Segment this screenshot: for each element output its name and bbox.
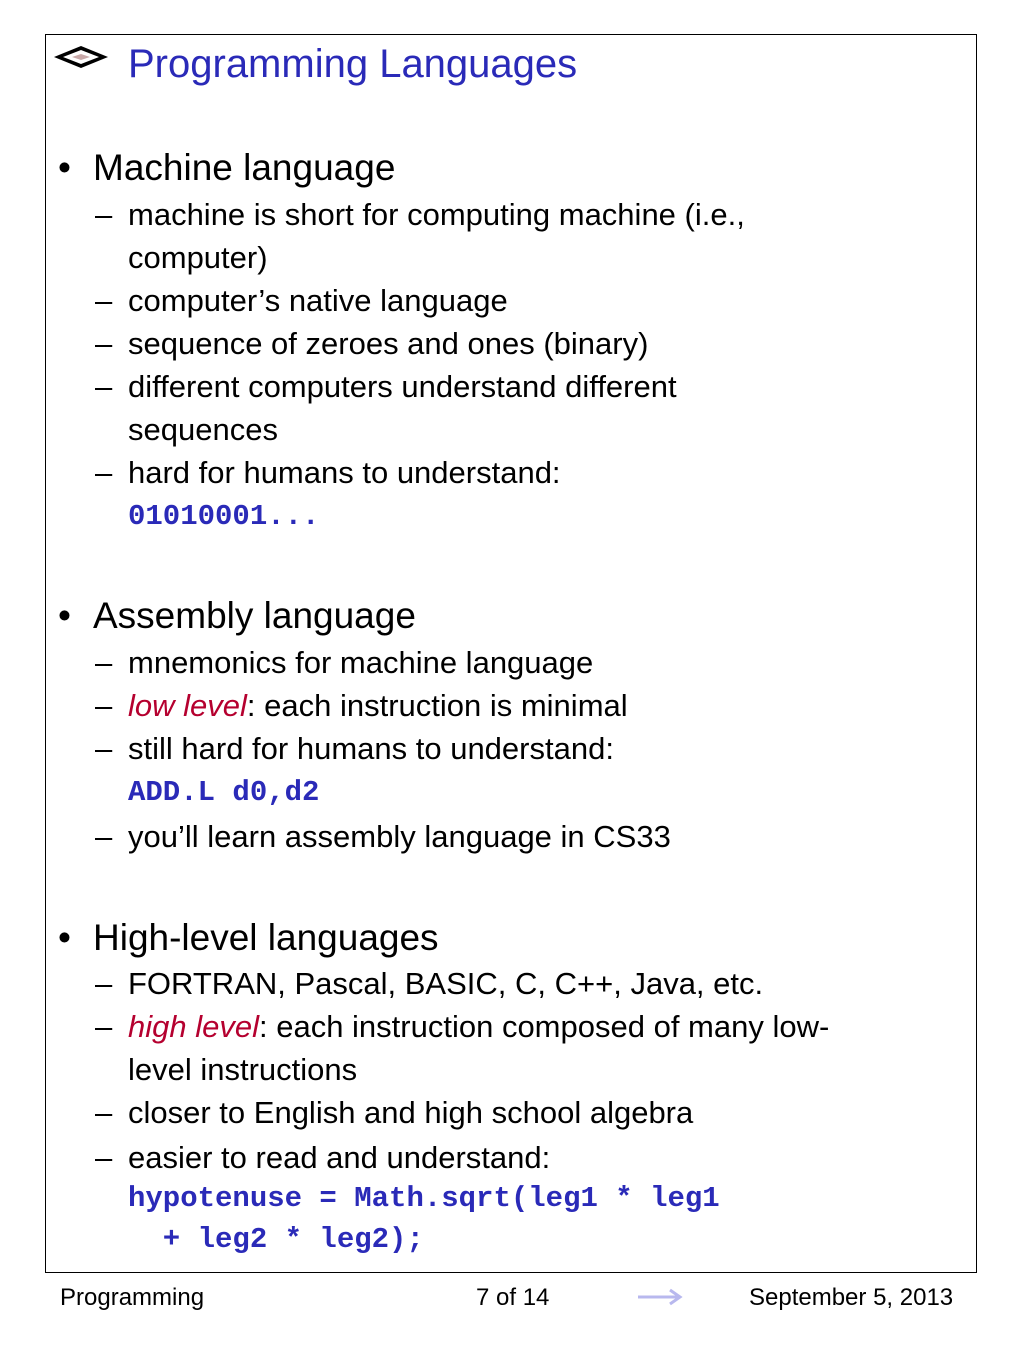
bullet-assembly-language: • Assembly language — [58, 595, 416, 636]
sub-item-continuation: sequences — [128, 412, 278, 447]
diamond-icon — [50, 42, 112, 72]
slide-title: Programming Languages — [128, 42, 578, 86]
footer-page-number: 7 of 14 — [476, 1284, 550, 1311]
bullet-high-level-languages: • High-level languages — [58, 917, 439, 958]
code-example-java-continuation: + leg2 * leg2); — [128, 1223, 424, 1256]
footer-section-title: Programming — [60, 1284, 205, 1311]
sub-item-continuation: level instructions — [128, 1052, 358, 1087]
term-low-level: low level — [128, 688, 247, 723]
sub-item: – low level: each instruction is minimal — [95, 688, 628, 723]
term-high-level: high level — [128, 1009, 259, 1044]
bullet-machine-language: • Machine language — [58, 147, 396, 188]
sub-item: – closer to English and high school algebra — [95, 1095, 694, 1130]
footer-date: September 5, 2013 — [749, 1284, 954, 1311]
sub-item: – hard for humans to understand: — [95, 455, 561, 490]
sub-item: – still hard for humans to understand: — [95, 731, 614, 766]
sub-item: – sequence of zeroes and ones (binary) — [95, 326, 649, 361]
arrow-right-icon[interactable] — [636, 1287, 684, 1307]
sub-item: – high level: each instruction composed of many low- — [95, 1009, 830, 1044]
sub-item: – FORTRAN, Pascal, BASIC, C, C++, Java, etc. — [95, 966, 764, 1001]
sub-item-continuation: computer) — [128, 240, 268, 275]
sub-item: – computer’s native language — [95, 283, 508, 318]
code-example-binary: 01010001... — [128, 500, 320, 533]
sub-item: – different computers understand different — [95, 369, 677, 404]
sub-item: – mnemonics for machine language — [95, 645, 594, 680]
code-example-assembly: ADD.L d0,d2 — [128, 776, 320, 809]
sub-item: – you’ll learn assembly language in CS33 — [95, 819, 671, 854]
code-example-java: hypotenuse = Math.sqrt(leg1 * leg1 — [128, 1182, 720, 1215]
sub-item: – easier to read and understand: — [95, 1140, 551, 1175]
sub-item: – machine is short for computing machine (i.e., — [95, 197, 745, 232]
